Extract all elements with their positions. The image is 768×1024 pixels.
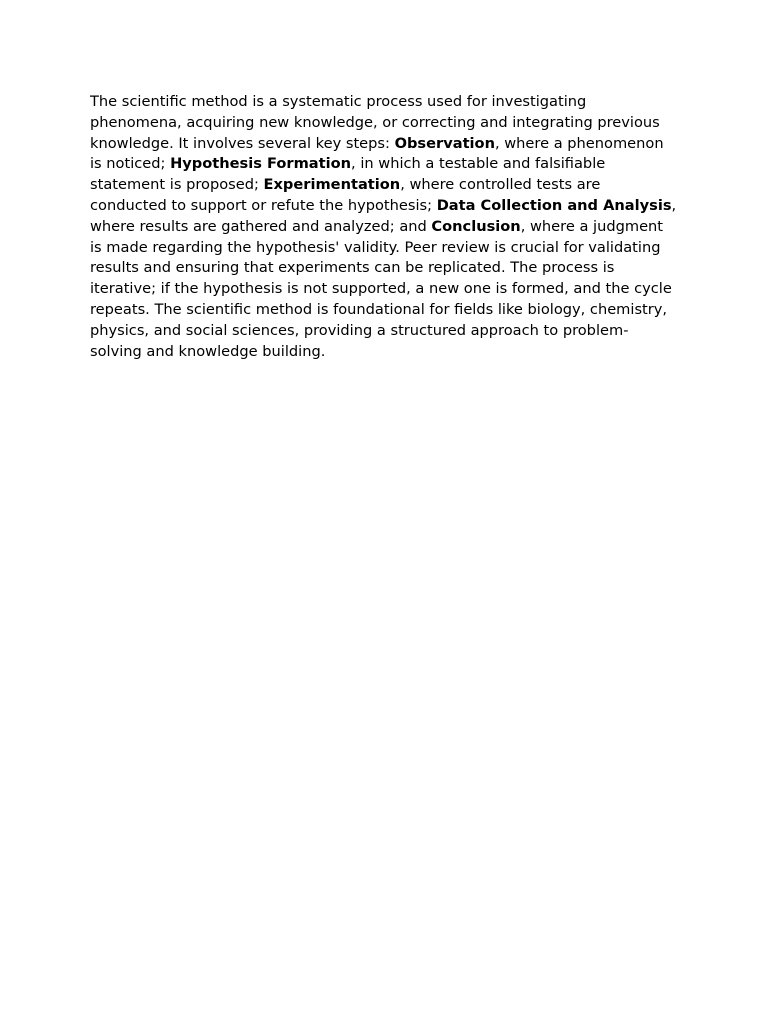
term-observation: Observation xyxy=(394,134,495,152)
paragraph-text-3: , in which a testable and falsifiable statement is proposed; xyxy=(90,155,606,194)
term-data-collection-and-analysis: Data Collection and Analysis xyxy=(436,196,672,214)
term-conclusion: Conclusion xyxy=(431,217,521,235)
paragraph-text-1: The scientific method is a systematic process used for investigating phenomena, acquiring new knowledge, or correcting and integrating previous knowledge. It involves several key steps: xyxy=(90,93,660,152)
paragraph-text-6: , where a judgment is made regarding the hypothesis' validity. Peer review is crucial for validating results and ensuring that experiments can be replicated. The process is iterative; if the hypothesis is not supported, a new one is formed, and the cycle repeats. The scientific method is foundational for fields like biology, chemistry, physics, and social sciences, providing a structured approach to problem-solving and knowledge building. xyxy=(90,217,672,360)
paragraph-text-2: , where a phenomenon is noticed; xyxy=(90,134,664,173)
paragraph-text-4: , where controlled tests are conducted to support or refute the hypothesis; xyxy=(90,176,601,214)
term-hypothesis-formation: Hypothesis Formation xyxy=(170,155,352,173)
paragraph-text-5: , where results are gathered and analyzed; and xyxy=(90,196,677,235)
term-experimentation: Experimentation xyxy=(263,176,401,194)
body-paragraph xyxy=(90,92,678,362)
